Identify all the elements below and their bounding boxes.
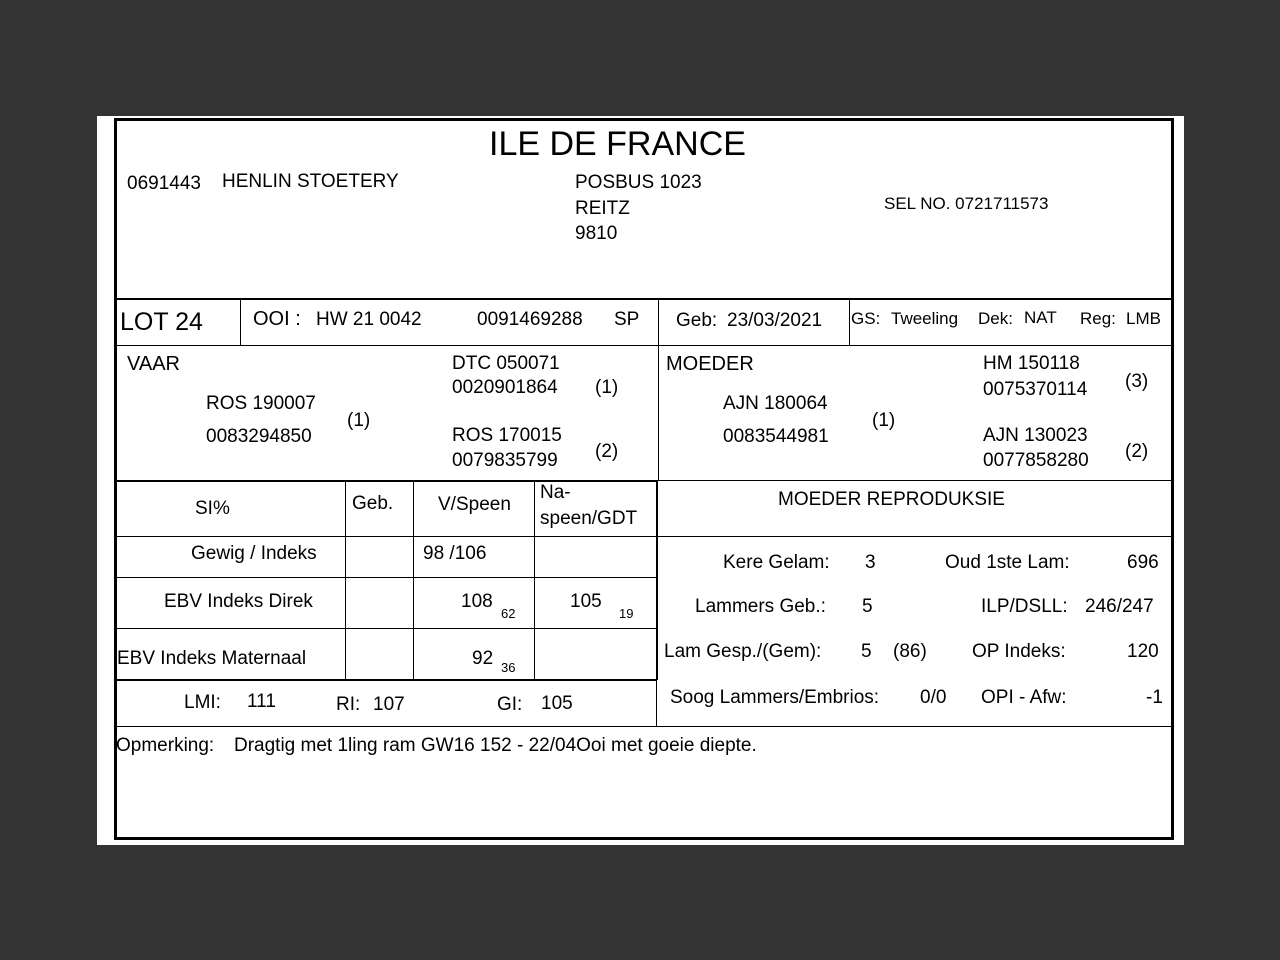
reg-label: Reg: xyxy=(1080,309,1116,328)
moeder-number: 0083544981 xyxy=(723,426,829,447)
moeder-mark: (1) xyxy=(872,410,896,431)
lammers-geb-value: 5 xyxy=(862,596,873,617)
divider xyxy=(656,481,658,680)
dek-value: NAT xyxy=(1024,308,1057,327)
col-header-naspeen-line1: Na- xyxy=(540,482,571,503)
vaar-sire-id: DTC 050071 xyxy=(452,353,560,374)
remarks-label: Opmerking: xyxy=(116,735,215,756)
row-ebv-maternaal-vspeen: 92 xyxy=(472,648,494,669)
divider xyxy=(114,298,1174,300)
birth-date: 23/03/2021 xyxy=(727,310,823,331)
vaar-number: 0083294850 xyxy=(206,426,312,447)
col-header-naspeen-line2: speen/GDT xyxy=(540,508,638,529)
op-indeks-label: OP Indeks: xyxy=(972,641,1066,662)
vaar-sire-mark: (1) xyxy=(595,377,619,398)
divider xyxy=(413,481,414,680)
moeder-dam-number: 0077858280 xyxy=(983,450,1089,471)
row-ebv-maternaal-vspeen-accuracy: 36 xyxy=(501,660,516,675)
row-ebv-direk-naspeen: 105 xyxy=(570,591,602,612)
divider xyxy=(534,481,535,680)
address-line-2: REITZ xyxy=(575,198,630,219)
divider xyxy=(240,299,241,345)
moeder-sire-number: 0075370114 xyxy=(983,379,1088,400)
vaar-mark: (1) xyxy=(347,410,371,431)
gs-label: GS: xyxy=(851,309,881,328)
moeder-sire-mark: (3) xyxy=(1125,371,1149,392)
moeder-sire-id: HM 150118 xyxy=(983,353,1080,374)
ooi-id: HW 21 0042 xyxy=(316,309,422,330)
dek-label: Dek: xyxy=(978,309,1013,328)
lam-gesp-value: 5 xyxy=(861,641,872,662)
owner-name: HENLIN STOETERY xyxy=(222,171,399,192)
moeder-dam-mark: (2) xyxy=(1125,441,1149,462)
vaar-label: VAAR xyxy=(127,353,180,375)
birth-label: Geb: xyxy=(676,310,718,331)
reproduction-title: MOEDER REPRODUKSIE xyxy=(778,489,1005,510)
divider xyxy=(656,681,657,726)
row-ebv-direk-vspeen-accuracy: 62 xyxy=(501,606,516,621)
row-label-ebv-maternaal: EBV Indeks Maternaal xyxy=(117,648,307,669)
kere-gelam-value: 3 xyxy=(865,552,876,573)
gi-label: GI: xyxy=(497,694,523,715)
ri-value: 107 xyxy=(373,694,405,715)
divider xyxy=(114,345,1174,346)
vaar-dam-number: 0079835799 xyxy=(452,450,558,471)
owner-number: 0691443 xyxy=(127,173,201,194)
divider xyxy=(114,628,657,629)
divider xyxy=(114,577,657,578)
kere-gelam-label: Kere Gelam: xyxy=(723,552,830,573)
divider xyxy=(114,679,657,681)
ilp-dsll-label: ILP/DSLL: xyxy=(981,596,1068,617)
divider xyxy=(658,346,659,481)
soog-lammers-value: 0/0 xyxy=(920,687,947,708)
address-line-3: 9810 xyxy=(575,223,618,244)
divider xyxy=(658,480,1174,481)
lammers-geb-label: Lammers Geb.: xyxy=(695,596,826,617)
moeder-id: AJN 180064 xyxy=(723,393,828,414)
opi-afw-value: -1 xyxy=(1146,687,1163,708)
vaar-dam-id: ROS 170015 xyxy=(452,425,562,446)
vaar-id: ROS 190007 xyxy=(206,393,316,414)
lmi-label: LMI: xyxy=(184,692,221,713)
row-label-gewig: Gewig / Indeks xyxy=(191,543,317,564)
lot-number: LOT 24 xyxy=(120,308,203,336)
remarks-text: Dragtig met 1ling ram GW16 152 - 22/04Ooi met goeie diepte. xyxy=(234,735,757,756)
ooi-label: OOI : xyxy=(253,308,301,330)
ooi-grade: SP xyxy=(614,309,640,330)
opi-afw-label: OPI - Afw: xyxy=(981,687,1067,708)
address-line-1: POSBUS 1023 xyxy=(575,172,702,193)
oud-1ste-lam-value: 696 xyxy=(1127,552,1159,573)
moeder-dam-id: AJN 130023 xyxy=(983,425,1088,446)
row-gewig-vspeen: 98 /106 xyxy=(423,543,487,564)
phone-number: SEL NO. 0721711573 xyxy=(884,194,1049,213)
divider xyxy=(849,299,850,345)
lam-gesp-label: Lam Gesp./(Gem): xyxy=(664,641,822,662)
divider xyxy=(658,299,659,345)
breed-title: ILE DE FRANCE xyxy=(489,125,746,163)
col-header-vspeen: V/Speen xyxy=(438,494,511,515)
col-header-si: SI% xyxy=(195,498,230,519)
row-ebv-direk-naspeen-accuracy: 19 xyxy=(619,606,634,621)
reg-value: LMB xyxy=(1126,309,1161,328)
ilp-dsll-value: 246/247 xyxy=(1085,596,1154,617)
lam-gesp-average: (86) xyxy=(893,641,927,662)
catalog-card-frame xyxy=(114,118,1174,840)
oud-1ste-lam-label: Oud 1ste Lam: xyxy=(945,552,1070,573)
vaar-sire-number: 0020901864 xyxy=(452,377,558,398)
divider xyxy=(114,726,1174,727)
divider xyxy=(114,536,1174,537)
divider xyxy=(345,481,346,680)
op-indeks-value: 120 xyxy=(1127,641,1159,662)
moeder-label: MOEDER xyxy=(666,353,754,375)
col-header-geb: Geb. xyxy=(352,493,394,514)
divider xyxy=(114,480,658,482)
ri-label: RI: xyxy=(336,694,361,715)
lmi-value: 111 xyxy=(247,691,276,712)
ooi-number: 0091469288 xyxy=(477,309,583,330)
row-label-ebv-direk: EBV Indeks Direk xyxy=(164,591,313,612)
row-ebv-direk-vspeen: 108 xyxy=(461,591,493,612)
gs-value: Tweeling xyxy=(891,309,959,328)
soog-lammers-label: Soog Lammers/Embrios: xyxy=(670,687,880,708)
vaar-dam-mark: (2) xyxy=(595,441,619,462)
gi-value: 105 xyxy=(541,693,573,714)
